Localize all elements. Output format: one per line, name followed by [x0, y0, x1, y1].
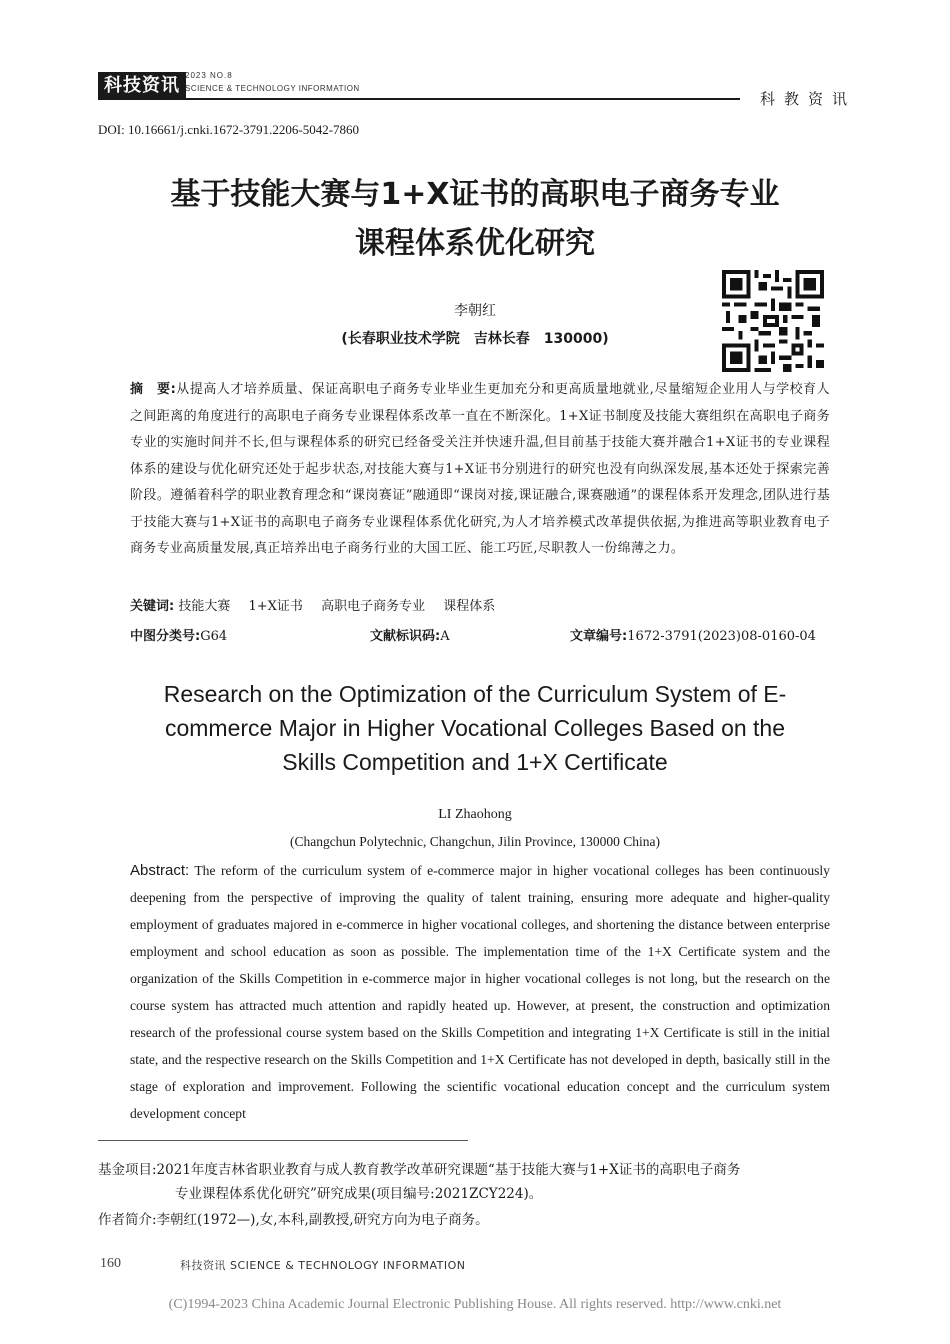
document-code-label: 文献标识码:	[370, 629, 441, 644]
section-label: 科教资讯	[760, 90, 857, 108]
keyword-item: 技能大赛	[178, 599, 231, 614]
title-cn-line1: 基于技能大赛与1+X证书的高职电子商务专业	[170, 177, 780, 212]
footnote-rule	[98, 1140, 468, 1141]
clc-number	[130, 627, 227, 647]
article-number-value: 1672-3791(2023)08-0160-04	[627, 629, 816, 644]
document-code-value: A	[440, 629, 450, 644]
keyword-item: 课程体系	[443, 599, 496, 614]
abstract-cn-label: 摘 要:	[130, 382, 177, 397]
abstract-cn	[130, 377, 830, 563]
abstract-en	[130, 857, 830, 1127]
title-en-line1: Research on the Optimization of the Curriculum System of E-	[163, 681, 787, 707]
title-en	[110, 677, 840, 779]
author-en: LI Zhaohong	[438, 807, 512, 822]
copyright-line: (C)1994-2023 China Academic Journal Electronic Publishing House. All rights reserved. http://www.cnki.net	[168, 1297, 782, 1312]
journal-logo: 科技资讯	[98, 72, 186, 100]
title-en-line3: Skills Competition and 1+X Certificate	[282, 749, 668, 775]
clc-value: G64	[200, 629, 228, 644]
author-cn: 李朝红	[454, 303, 496, 319]
abstract-en-text: The reform of the curriculum system of e-commerce major in higher vocational colleges has been continuously deepening from the perspective of improving the quality of talent training, ensuring more adequate and higher-quality employment of graduates majored in e-commerce in higher vocational colleges, and shortening the distance between enterprise employment and school education as soon as possible. The implementation time of the 1+X Certificate system and the organization of the Skills Competition in e-commerce major in higher vocational colleges is not long, but the research on the course system has attracted much attention and rapidly heated up. However, at present, the construction and optimization research of the professional course system based on the Skills Competition and integrating 1+X Certificate is still in the initial state, and the respective research on the Skills Competition and 1+X Certificate has not developed in depth, basically still in the stage of exploration and improvement. Following the scientific vocational education concept and the curriculum system development concept	[130, 863, 830, 1121]
header-rule	[185, 98, 740, 100]
title-en-line2: commerce Major in Higher Vocational Colleges Based on the	[164, 715, 786, 741]
affiliation-en: (Changchun Polytechnic, Changchun, Jilin Province, 130000 China)	[289, 834, 661, 849]
keywords	[130, 596, 830, 618]
abstract-en-label: Abstract:	[130, 862, 190, 879]
keywords-label: 关键词:	[130, 599, 175, 614]
article-number-label: 文章编号:	[570, 629, 628, 644]
qr-code	[722, 270, 824, 372]
issue-number: 2023 NO.8	[185, 71, 233, 80]
article-number	[570, 627, 816, 647]
clc-label: 中图分类号:	[130, 629, 201, 644]
affiliation-cn: (长春职业技术学院 吉林长春 130000)	[341, 331, 609, 347]
author-bio: 作者简介:李朝红(1972—),女,本科,副教授,研究方向为电子商务。	[98, 1212, 489, 1228]
fund-note-line2: 专业课程体系优化研究”研究成果(项目编号:2021ZCY224)。	[175, 1186, 543, 1202]
document-code	[370, 627, 450, 647]
page-number: 160	[100, 1256, 121, 1271]
abstract-cn-text: 从提高人才培养质量、保证高职电子商务专业毕业生更加充分和更高质量地就业,尽量缩短企业用人与学校育人之间距离的角度进行的高职电子商务专业课程体系改革一直在不断深化。1+X证书制度及技能大赛组织在高职电子商务专业的实施时间并不长,但与课程体系的研究已经备受关注并快速升温,但目前基于技能大赛并融合1+X证书的专业课程体系的建设与优化研究还处于起步状态,对技能大赛与1+X证书分别进行的研究也没有向纵深发展,基本还处于探索完善阶段。遵循着科学的职业教育理念和“课岗赛证”融通即“课岗对接,课证融合,课赛融通”的课程体系开发理念,团队进行基于技能大赛与1+X证书的高职电子商务专业课程体系优化研究,为人才培养模式改革提供依据,为推进高等职业教育电子商务专业高质量发展,真正培养出电子商务行业的大国工匠、能工巧匠,尽职教人一份绵薄之力。	[130, 382, 830, 556]
fund-note	[98, 1158, 858, 1206]
journal-english-name: SCIENCE & TECHNOLOGY INFORMATION	[185, 84, 360, 93]
keyword-item: 1+X证书	[248, 599, 303, 614]
footer-journal: 科技资讯 SCIENCE & TECHNOLOGY INFORMATION	[180, 1259, 466, 1272]
doi: DOI: 10.16661/j.cnki.1672-3791.2206-5042-7860	[98, 122, 360, 137]
title-cn-line2: 课程体系优化研究	[355, 226, 595, 261]
fund-note-line1: 基金项目:2021年度吉林省职业教育与成人教育教学改革研究课题“基于技能大赛与1+X证书的高职电子商务	[98, 1162, 741, 1178]
keyword-item: 高职电子商务专业	[321, 599, 426, 614]
